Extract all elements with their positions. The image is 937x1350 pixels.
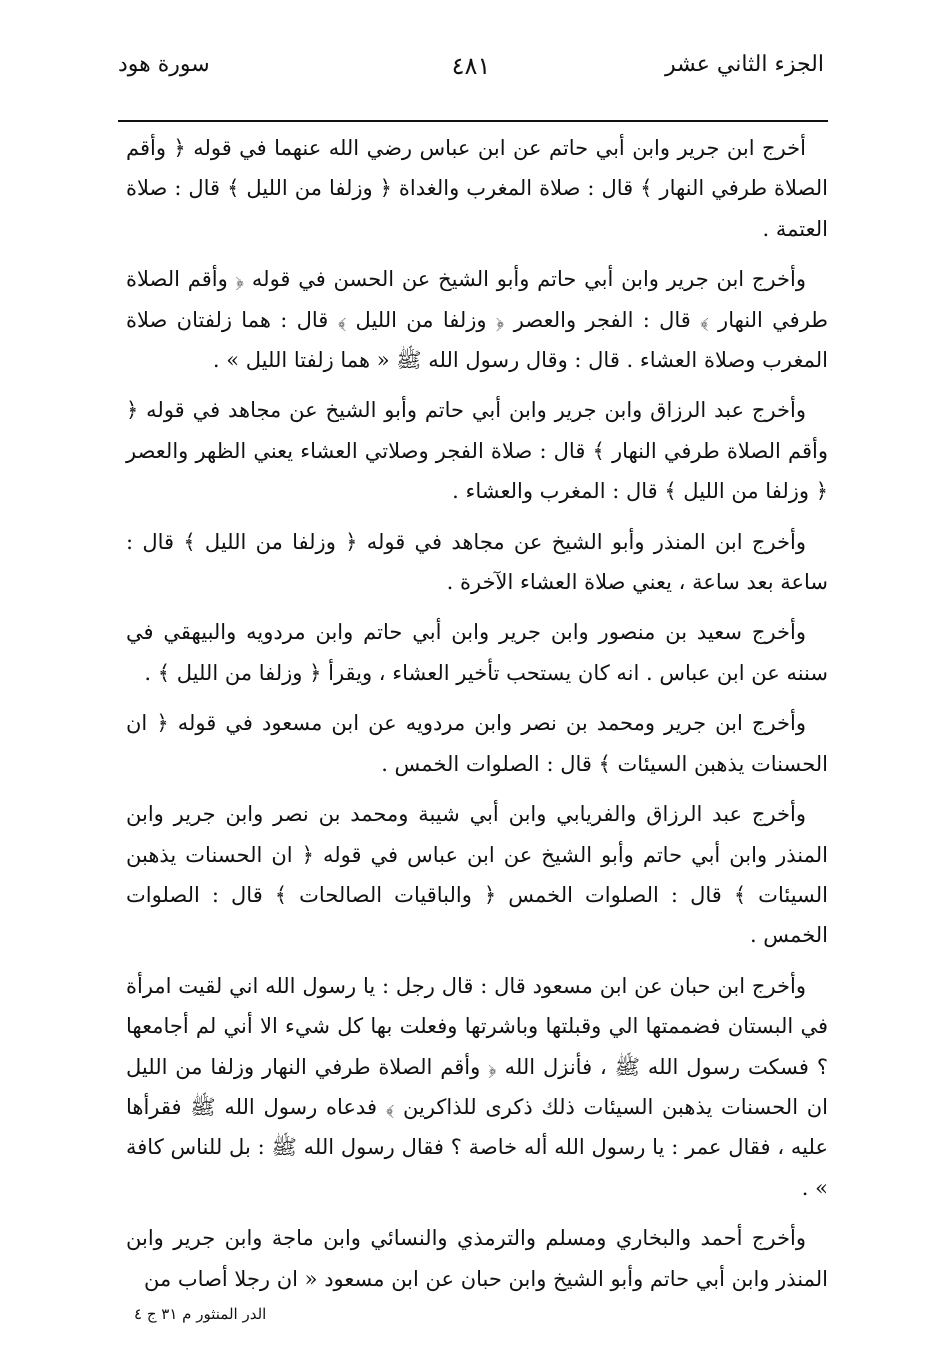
paragraph-6: وأخرج ابن جرير ومحمد بن نصر وابن مردويه عن ابن مسعود في قوله ﴿ ان الحسنات يذهبن السيئات ﴾ قال : الصلوات الخمس . [126, 711, 828, 776]
part-title: الجزء الثاني عشر [665, 52, 824, 77]
paragraph-9: وأخرج أحمد والبخاري ومسلم والترمذي والنسائي وابن ماجة وابن جرير وابن المنذر وابن أبي حاتم وأبو الشيخ وابن حبان عن ابن مسعود « ان رجلا أصاب من [126, 1226, 828, 1291]
page-number: ٤٨١ [451, 52, 491, 80]
paragraph-7: وأخرج عبد الرزاق والفريابي وابن أبي شيبة ومحمد بن نصر وابن جرير وابن المنذر وابن أبي حاتم وأبو الشيخ عن ابن عباس في قوله ﴿ ان الحسنات يذهبن السيئات ﴾ قال : الصلوات الخمس ﴿ والباقيات الصالحات ﴾ قال : الصلوات الخمس . [126, 802, 828, 948]
main-text [126, 128, 828, 1309]
paragraph-1: أخرج ابن جرير وابن أبي حاتم عن ابن عباس رضي الله عنهما في قوله ﴿ وأقم الصلاة طرفي النهار ﴾ قال : صلاة المغرب والغداة ﴿ وزلفا من الليل ﴾ قال : صلاة العتمة . [126, 136, 828, 241]
paragraph-8: وأخرج ابن حبان عن ابن مسعود قال : قال رجل : يا رسول الله اني لقيت امرأة في البستان فضممتها الي وقبلتها وباشرتها وفعلت بها كل شيء الا أني لم أجامعها ؟ فسكت رسول الله ﷺ ، فأنزل الله ﴿ وأقم الصلاة طرفي النهار وزلفا من الليل ان الحسنات يذهبن السيئات ذلك ذكرى للذاكرين ﴾ فدعاه رسول الله ﷺ فقرأها عليه ، فقال عمر : يا رسول الله أله خاصة ؟ فقال رسول الله ﷺ : بل للناس كافة » . [126, 973, 828, 1200]
paragraph-5: وأخرج سعيد بن منصور وابن جرير وابن أبي حاتم وابن مردويه والبيهقي في سننه عن ابن عباس . انه كان يستحب تأخير العشاء ، ويقرأ ﴿ وزلفا من الليل ﴾ . [126, 620, 828, 685]
paragraph-4: وأخرج ابن المنذر وأبو الشيخ عن مجاهد في قوله ﴿ وزلفا من الليل ﴾ قال : ساعة بعد ساعة ، يعني صلاة العشاء الآخرة . [126, 529, 828, 595]
header-divider [118, 120, 828, 122]
signature-mark: الدر المنثور م ٣١ ج ٤ [134, 1305, 267, 1323]
paragraph-2: وأخرج ابن جرير وابن أبي حاتم وأبو الشيخ عن الحسن في قوله ﴿ وأقم الصلاة طرفي النهار ﴾ قال : الفجر والعصر ﴿ وزلفا من الليل ﴾ قال : هما زلفتان صلاة المغرب وصلاة العشاء . قال : وقال رسول الله ﷺ « هما زلفتا الليل » . [126, 267, 828, 373]
paragraph-3: وأخرج عبد الرزاق وابن جرير وابن أبي حاتم وأبو الشيخ عن مجاهد في قوله ﴿ وأقم الصلاة طرفي النهار ﴾ قال : صلاة الفجر وصلاتي العشاء يعني الظهر والعصر ﴿ وزلفا من الليل ﴾ قال : المغرب والعشاء . [126, 398, 828, 504]
surah-title: سورة هود [118, 52, 210, 77]
page-header [118, 52, 824, 92]
